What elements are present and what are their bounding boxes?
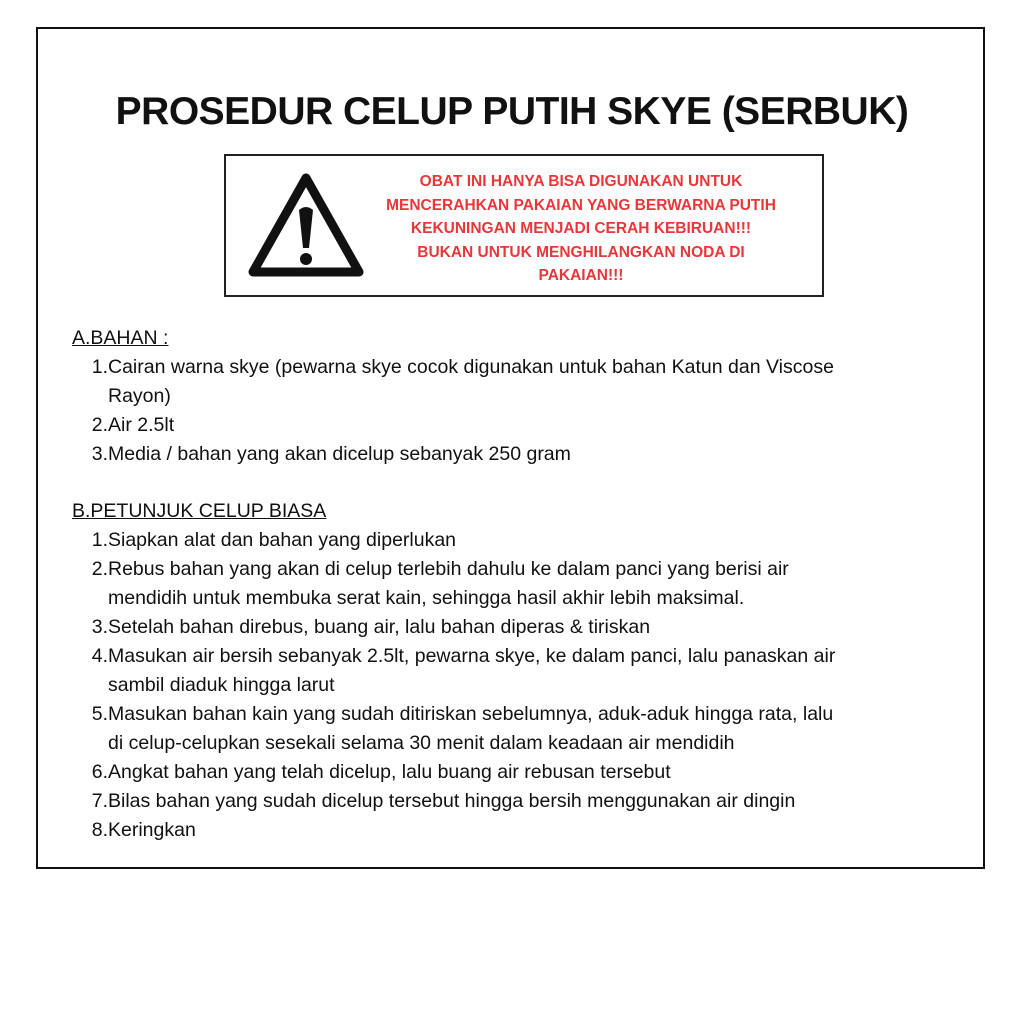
item-text bbox=[108, 816, 992, 845]
item-text-line: Bilas bahan yang sudah dicelup tersebut hingga bersih menggunakan air dingin bbox=[108, 790, 796, 812]
item-number: 3. bbox=[91, 616, 108, 638]
list-item bbox=[72, 526, 992, 555]
list-item bbox=[72, 555, 992, 613]
bahan-list bbox=[72, 353, 992, 469]
item-number: 8. bbox=[91, 819, 108, 841]
item-text bbox=[108, 758, 992, 787]
item-text bbox=[108, 642, 992, 700]
item-text-line: Cairan warna skye (pewarna skye cocok digunakan untuk bahan Katun dan Viscose bbox=[108, 356, 834, 378]
warning-line: KEKUNINGAN MENJADI CERAH KEBIRUAN!!! bbox=[410, 220, 752, 237]
item-text-line: Air 2.5lt bbox=[108, 414, 175, 436]
item-text bbox=[108, 526, 992, 555]
item-text bbox=[108, 353, 992, 411]
list-item bbox=[72, 816, 992, 845]
item-number: 2. bbox=[91, 414, 108, 436]
section-heading: B.PETUNJUK CELUP BIASA bbox=[72, 500, 327, 522]
list-item bbox=[72, 411, 992, 440]
warning-line: OBAT INI HANYA BISA DIGUNAKAN UNTUK bbox=[419, 173, 743, 190]
item-text bbox=[108, 787, 992, 816]
list-item bbox=[72, 758, 992, 787]
item-text bbox=[108, 700, 992, 758]
warning-line: BUKAN UNTUK MENGHILANGKAN NODA DI bbox=[417, 243, 745, 261]
item-text bbox=[108, 411, 992, 440]
item-text-line: Masukan air bersih sebanyak 2.5lt, pewarna skye, ke dalam panci, lalu panaskan air bbox=[108, 645, 836, 667]
item-number: 3. bbox=[91, 443, 108, 465]
warning-box bbox=[224, 154, 824, 297]
section-petunjuk bbox=[72, 497, 992, 845]
item-text-line: Masukan bahan kain yang sudah ditiriskan sebelumnya, aduk-aduk hingga rata, lalu bbox=[108, 703, 834, 725]
item-number: 1. bbox=[91, 356, 108, 378]
warning-text bbox=[351, 170, 811, 288]
petunjuk-list bbox=[72, 526, 992, 845]
item-text-line: Setelah bahan direbus, buang air, lalu bahan diperas & tiriskan bbox=[108, 616, 651, 638]
item-text-line: Media / bahan yang akan dicelup sebanyak 250 gram bbox=[108, 443, 571, 465]
item-number: 2. bbox=[91, 558, 108, 580]
item-number: 1. bbox=[91, 529, 108, 551]
list-item bbox=[72, 440, 992, 469]
item-text-line: mendidih untuk membuka serat kain, sehingga hasil akhir lebih maksimal. bbox=[108, 587, 745, 609]
warning-line: MENCERAHKAN PAKAIAN YANG BERWARNA PUTIH bbox=[386, 196, 776, 214]
item-text bbox=[108, 555, 992, 613]
item-text bbox=[108, 440, 992, 469]
item-text-line: Keringkan bbox=[108, 819, 196, 841]
list-item bbox=[72, 700, 992, 758]
list-item bbox=[72, 642, 992, 700]
item-number: 4. bbox=[91, 645, 108, 667]
item-number: 7. bbox=[91, 790, 108, 812]
item-text bbox=[108, 613, 992, 642]
item-text-line: Siapkan alat dan bahan yang diperlukan bbox=[108, 529, 457, 551]
list-item bbox=[72, 787, 992, 816]
section-heading: A.BAHAN : bbox=[72, 327, 169, 349]
list-item bbox=[72, 613, 992, 642]
item-text-line: sambil diaduk hingga larut bbox=[108, 674, 335, 696]
warning-triangle-icon bbox=[246, 170, 366, 280]
page-title: PROSEDUR CELUP PUTIH SKYE (SERBUK) bbox=[115, 90, 909, 133]
section-bahan bbox=[72, 324, 992, 469]
item-text-line: Rebus bahan yang akan di celup terlebih dahulu ke dalam panci yang berisi air bbox=[108, 558, 789, 580]
item-text-line: di celup-celupkan sesekali selama 30 menit dalam keadaan air mendidih bbox=[108, 732, 735, 754]
item-number: 6. bbox=[91, 761, 108, 783]
item-number: 5. bbox=[91, 703, 108, 725]
item-text-line: Rayon) bbox=[108, 385, 171, 407]
warning-line: PAKAIAN!!! bbox=[538, 267, 624, 284]
list-item bbox=[72, 353, 992, 411]
item-text-line: Angkat bahan yang telah dicelup, lalu buang air rebusan tersebut bbox=[108, 761, 671, 783]
